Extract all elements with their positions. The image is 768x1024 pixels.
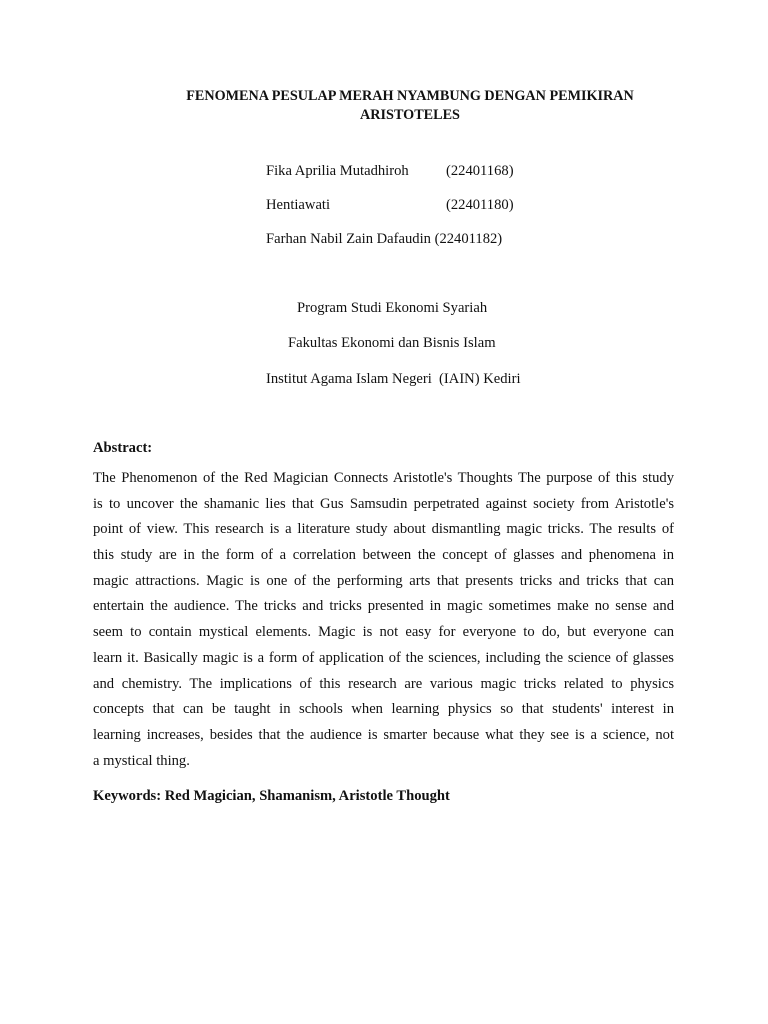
abstract-line: point of view. This research is a literature study about dismantling magic tricks. The results of xyxy=(93,521,674,538)
abstract-body xyxy=(93,466,674,774)
paper-title xyxy=(160,87,660,125)
author-id: (22401182) xyxy=(434,231,503,247)
title-line-2: ARISTOTELES xyxy=(360,107,460,123)
author-name: Fika Aprilia Mutadhiroh xyxy=(266,163,409,179)
abstract-line: and chemistry. The implications of this research are various magic tricks related to physics xyxy=(93,675,674,692)
author-row xyxy=(266,230,502,248)
abstract-line: concepts that can be taught in schools when learning physics so that students' interest in xyxy=(93,701,674,718)
abstract-line: a mystical thing. xyxy=(93,752,190,769)
author-id: (22401180) xyxy=(446,197,514,213)
abstract-heading: Abstract: xyxy=(93,440,153,456)
keywords: Keywords: Red Magician, Shamanism, Aristotle Thought xyxy=(93,788,450,804)
institute-name: Institut Agama Islam Negeri (IAIN) Kediri xyxy=(266,371,521,387)
abstract-line: this study are in the form of a correlation between the concept of glasses and phenomena in xyxy=(93,547,674,564)
abstract-line: learn it. Basically magic is a form of application of the sciences, including the science of glasses xyxy=(93,649,674,666)
abstract-line: seem to contain mystical elements. Magic is not easy for everyone to do, but everyone can xyxy=(93,624,674,641)
abstract-line: learning increases, besides that the audience is smarter because what they see is a science, not xyxy=(93,726,674,743)
author-id: (22401168) xyxy=(446,163,514,179)
author-name: Hentiawati xyxy=(266,197,331,213)
abstract-line: magic attractions. Magic is one of the performing arts that presents tricks and tricks that can xyxy=(93,572,674,589)
program-name: Program Studi Ekonomi Syariah xyxy=(297,300,488,316)
abstract-line: The Phenomenon of the Red Magician Connects Aristotle's Thoughts The purpose of this study xyxy=(93,470,674,486)
faculty-name: Fakultas Ekonomi dan Bisnis Islam xyxy=(288,335,496,351)
title-line-1: FENOMENA PESULAP MERAH NYAMBUNG DENGAN PEMIKIRAN xyxy=(186,88,634,104)
abstract-line: is to uncover the shamanic lies that Gus Samsudin perpetrated against society from Aristotle's xyxy=(93,495,674,512)
author-name: Farhan Nabil Zain Dafaudin xyxy=(266,231,431,247)
abstract-line: entertain the audience. The tricks and tricks presented in magic sometimes make no sense and xyxy=(93,598,674,615)
